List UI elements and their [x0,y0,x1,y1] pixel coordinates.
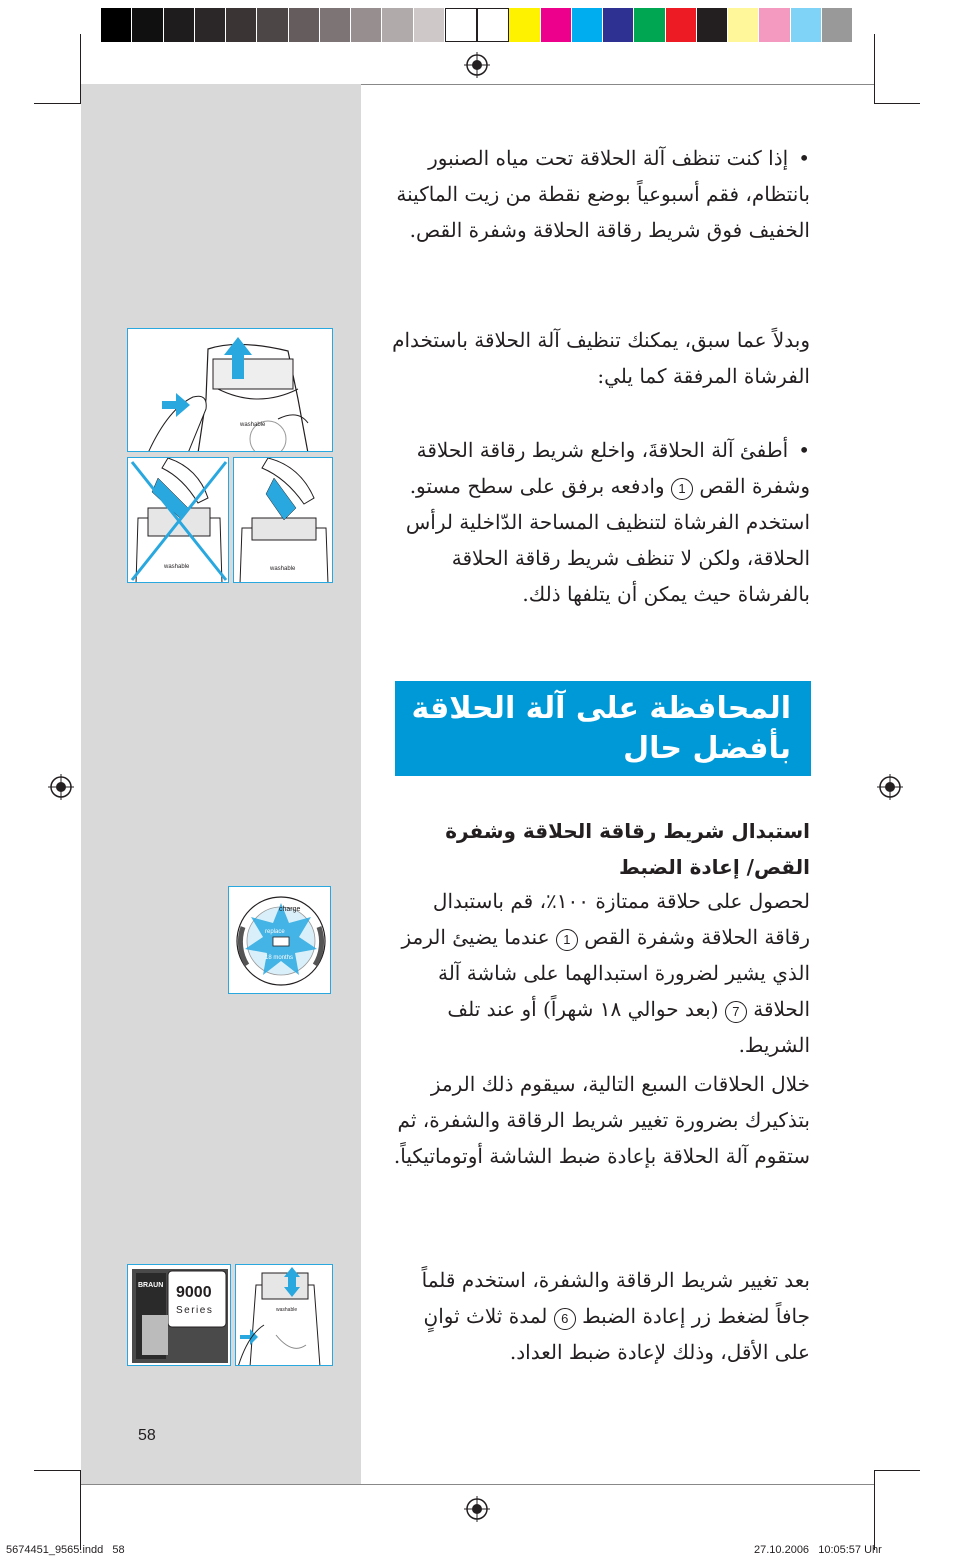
color-swatch [666,8,697,42]
color-swatch [101,8,132,42]
color-swatch [603,8,634,42]
footer-file-info: 5674451_9565.indd 58 [6,1544,125,1556]
color-swatch [445,8,477,42]
illustration-replacement-pack [127,1264,231,1366]
shaver-head-drawing [128,329,333,452]
illustration-brush-foil-wrong [127,457,229,583]
color-swatch [414,8,445,42]
color-swatch [759,8,790,42]
crop-mark [34,1470,80,1471]
page-number: 58 [138,1427,156,1444]
paragraph-brush-steps: • أطفئ آلة الحلاقةَ، واخلع شريط رقاقة الحلاقة وشفرة القص 1 وادفعه برفق على سطح مستو. استخدم الفرشاة لتنظيف المساحة الدّاخلية لرأس الحلاقة، ولكن لا تنظف شريط رقاقة الحلاقة بالفرشاة حيث يمكن أن يتلفها ذلك. [390,432,810,612]
crop-mark [874,103,920,104]
color-calibration-bar [101,8,853,42]
illustration-replace-display [228,886,331,994]
callout-number: 6 [554,1308,576,1330]
color-swatch [541,8,572,42]
paragraph-oil-text: إذا كنت تنظف آلة الحلاقة تحت مياه الصنبور بانتظام، فقم أسبوعياً بوضع نقطة من زيت الماكينة الخفيف فوق شريط رقاقة الحلاقة وشفرة القص. [396,146,810,242]
color-swatch [634,8,665,42]
crop-mark [34,103,80,104]
replace-label: replace [265,929,285,935]
text-brush-alternative [390,322,810,394]
charge-label: charge [279,906,301,913]
color-swatch [195,8,226,42]
washable-label: washable [240,422,266,428]
trim-line [81,1484,874,1485]
registration-mark-icon [464,1496,490,1522]
illustration-brush-head-correct [233,457,333,583]
brand-label: BRAUN [138,1282,164,1289]
illustration-reset-press [235,1264,333,1366]
color-swatch [791,8,822,42]
callout-number: 1 [556,929,578,951]
crop-mark [874,34,875,104]
subheading-replace-foil: استبدال شريط رقاقة الحلاقة وشفرة القص/ إعادة الضبط [445,819,810,879]
callout-number: 1 [671,478,693,500]
paragraph-brush-alternative: وبدلاً عما سبق، يمكنك تنظيف آلة الحلاقة باستخدام الفرشاة المرفقة كما يلي: [392,328,810,388]
color-swatch [728,8,759,42]
washable-label: washable [270,566,296,572]
color-swatch [382,8,413,42]
washable-label: washable [276,1307,298,1313]
washable-label: washable [164,564,190,570]
months-label: 18 months [265,955,294,961]
color-swatch [257,8,288,42]
color-swatch [226,8,257,42]
registration-mark-icon [877,774,903,800]
footer-timestamp: 27.10.2006 10:05:57 Uhr [754,1544,882,1556]
crop-mark [874,1470,920,1471]
text-brush-steps [390,432,810,612]
color-swatch [320,8,351,42]
paragraph-reminder: خلال الحلاقات السبع التالية، سيقوم ذلك الرمز بتذكيرك بضرورة تغيير شريط الرقاقة والشفرة، ثم ستقوم آلة الحلاقة بإعادة ضبط الشاشة أوتوماتيكياً. [393,1072,810,1168]
text-reset-counter [390,1262,810,1370]
color-swatch [132,8,163,42]
model-label: 9000 [176,1284,212,1301]
text-reminder [390,1066,810,1174]
crop-mark [874,1470,875,1550]
illustration-foil-removal [127,328,333,452]
paragraph-oil [390,140,810,248]
paragraph-reset-counter: بعد تغيير شريط الرقاقة والشفرة، استخدم قلماً جافاً لضغط زر إعادة الضبط 6 لمدة ثلاث ثوانٍ على الأقل، وذلك لإعادة ضبط العداد. [421,1268,810,1364]
color-swatch [289,8,320,42]
registration-mark-icon [48,774,74,800]
registration-mark-icon [464,52,490,78]
series-label: Series [176,1305,214,1316]
section-title: المحافظة على آلة الحلاقة بأفضل حال [411,691,791,766]
callout-number: 7 [725,1001,747,1023]
color-swatch [697,8,728,42]
text-replace-foil [390,883,810,1063]
text-oil-maintenance [390,140,810,248]
color-swatch [572,8,603,42]
section-banner [395,681,811,776]
color-swatch [477,8,509,42]
color-swatch [164,8,195,42]
color-swatch [351,8,382,42]
color-swatch [822,8,853,42]
paragraph-replace-foil: لحصول على حلاقة ممتازة ١٠٠٪، قم باستبدال رقاقة الحلاقة وشفرة القص 1 عندما يضيئ الرمز الذي يشير لضرورة استبدالهما على شاشة آلة الحلاقة 7 (بعد حوالي ١٨ شهراً) أو عند تلف الشريط. [401,889,810,1057]
color-swatch [509,8,540,42]
